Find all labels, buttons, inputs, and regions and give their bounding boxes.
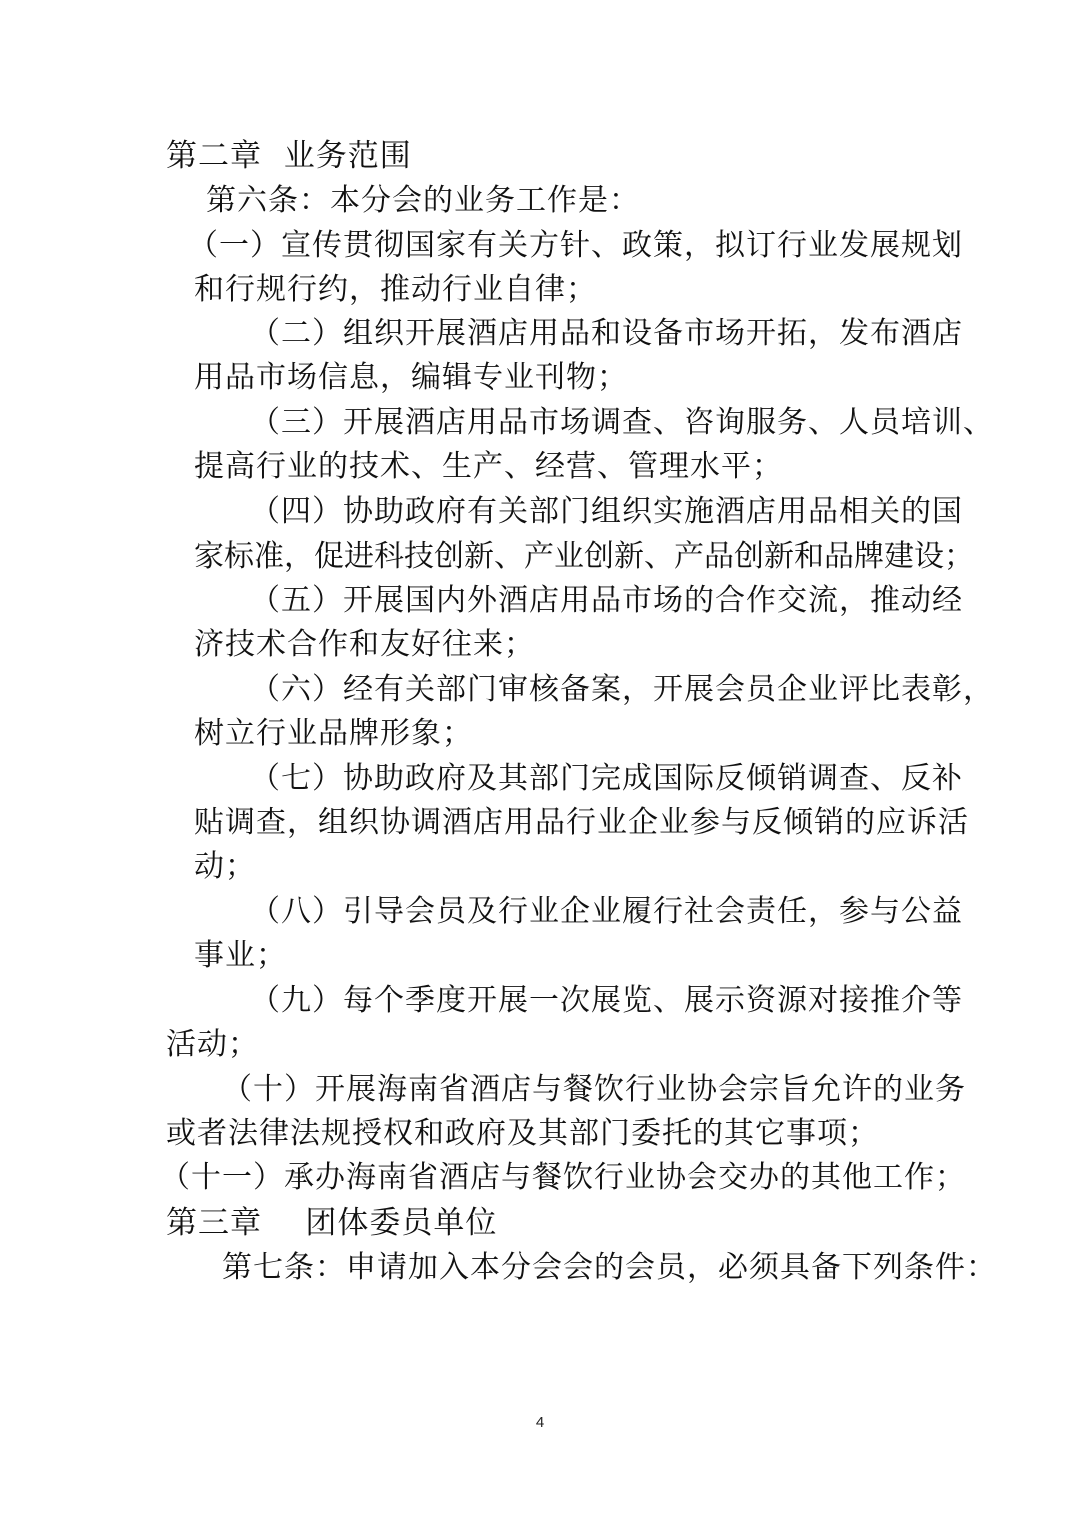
item-7-line-3: 动； [194,849,256,884]
item-8-line-2: 事业； [194,938,287,973]
item-2-line-1: （二）组织开展酒店用品和设备市场开拓，发布酒店 [250,316,963,351]
page-number: 4 [535,1414,545,1431]
item-3-line-1: （三）开展酒店用品市场调查、咨询服务、人员培训、 [250,405,994,440]
item-4-line-1: （四）协助政府有关部门组织实施酒店用品相关的国 [250,494,963,529]
item-2-line-2: 用品市场信息，编辑专业刊物； [194,360,628,395]
item-7-line-1: （七）协助政府及其部门完成国际反倾销调查、反补 [250,761,963,796]
item-7-line-2: 贴调查，组织协调酒店用品行业企业参与反倾销的应诉活 [194,805,969,840]
item-5-line-1: （五）开展国内外酒店用品市场的合作交流，推动经 [250,583,963,618]
item-10-line-2: 或者法律法规授权和政府及其部门委托的其它事项； [166,1116,879,1151]
article-7: 第七条：申请加入本分会会的会员，必须具备下列条件： [222,1250,997,1285]
item-9-line-2: 活动； [166,1027,259,1062]
item-1-line-2: 和行规行约，推动行业自律； [194,272,597,307]
item-11-line-1: （十一）承办海南省酒店与餐饮行业协会交办的其他工作； [160,1160,966,1195]
item-1-line-1: （一）宣传贯彻国家有关方针、政策，拟订行业发展规划 [188,228,963,263]
item-6-line-2: 树立行业品牌形象； [194,716,473,751]
item-4-line-2: 家标准，促进科技创新、产业创新、产品创新和品牌建设； [194,539,974,574]
chapter-2-heading: 第二章 业务范围 [166,138,412,174]
item-6-line-1: （六）经有关部门审核备案，开展会员企业评比表彰， [250,672,994,707]
article-6: 第六条：本分会的业务工作是： [206,183,640,218]
item-3-line-2: 提高行业的技术、生产、经营、管理水平； [194,449,783,484]
chapter-3-heading: 第三章 团体委员单位 [166,1205,498,1241]
item-8-line-1: （八）引导会员及行业企业履行社会责任，参与公益 [250,894,963,929]
item-9-line-1: （九）每个季度开展一次展览、展示资源对接推介等 [250,983,963,1018]
item-10-line-1: （十）开展海南省酒店与餐饮行业协会宗旨允许的业务 [222,1072,966,1107]
item-5-line-2: 济技术合作和友好往来； [194,627,535,662]
